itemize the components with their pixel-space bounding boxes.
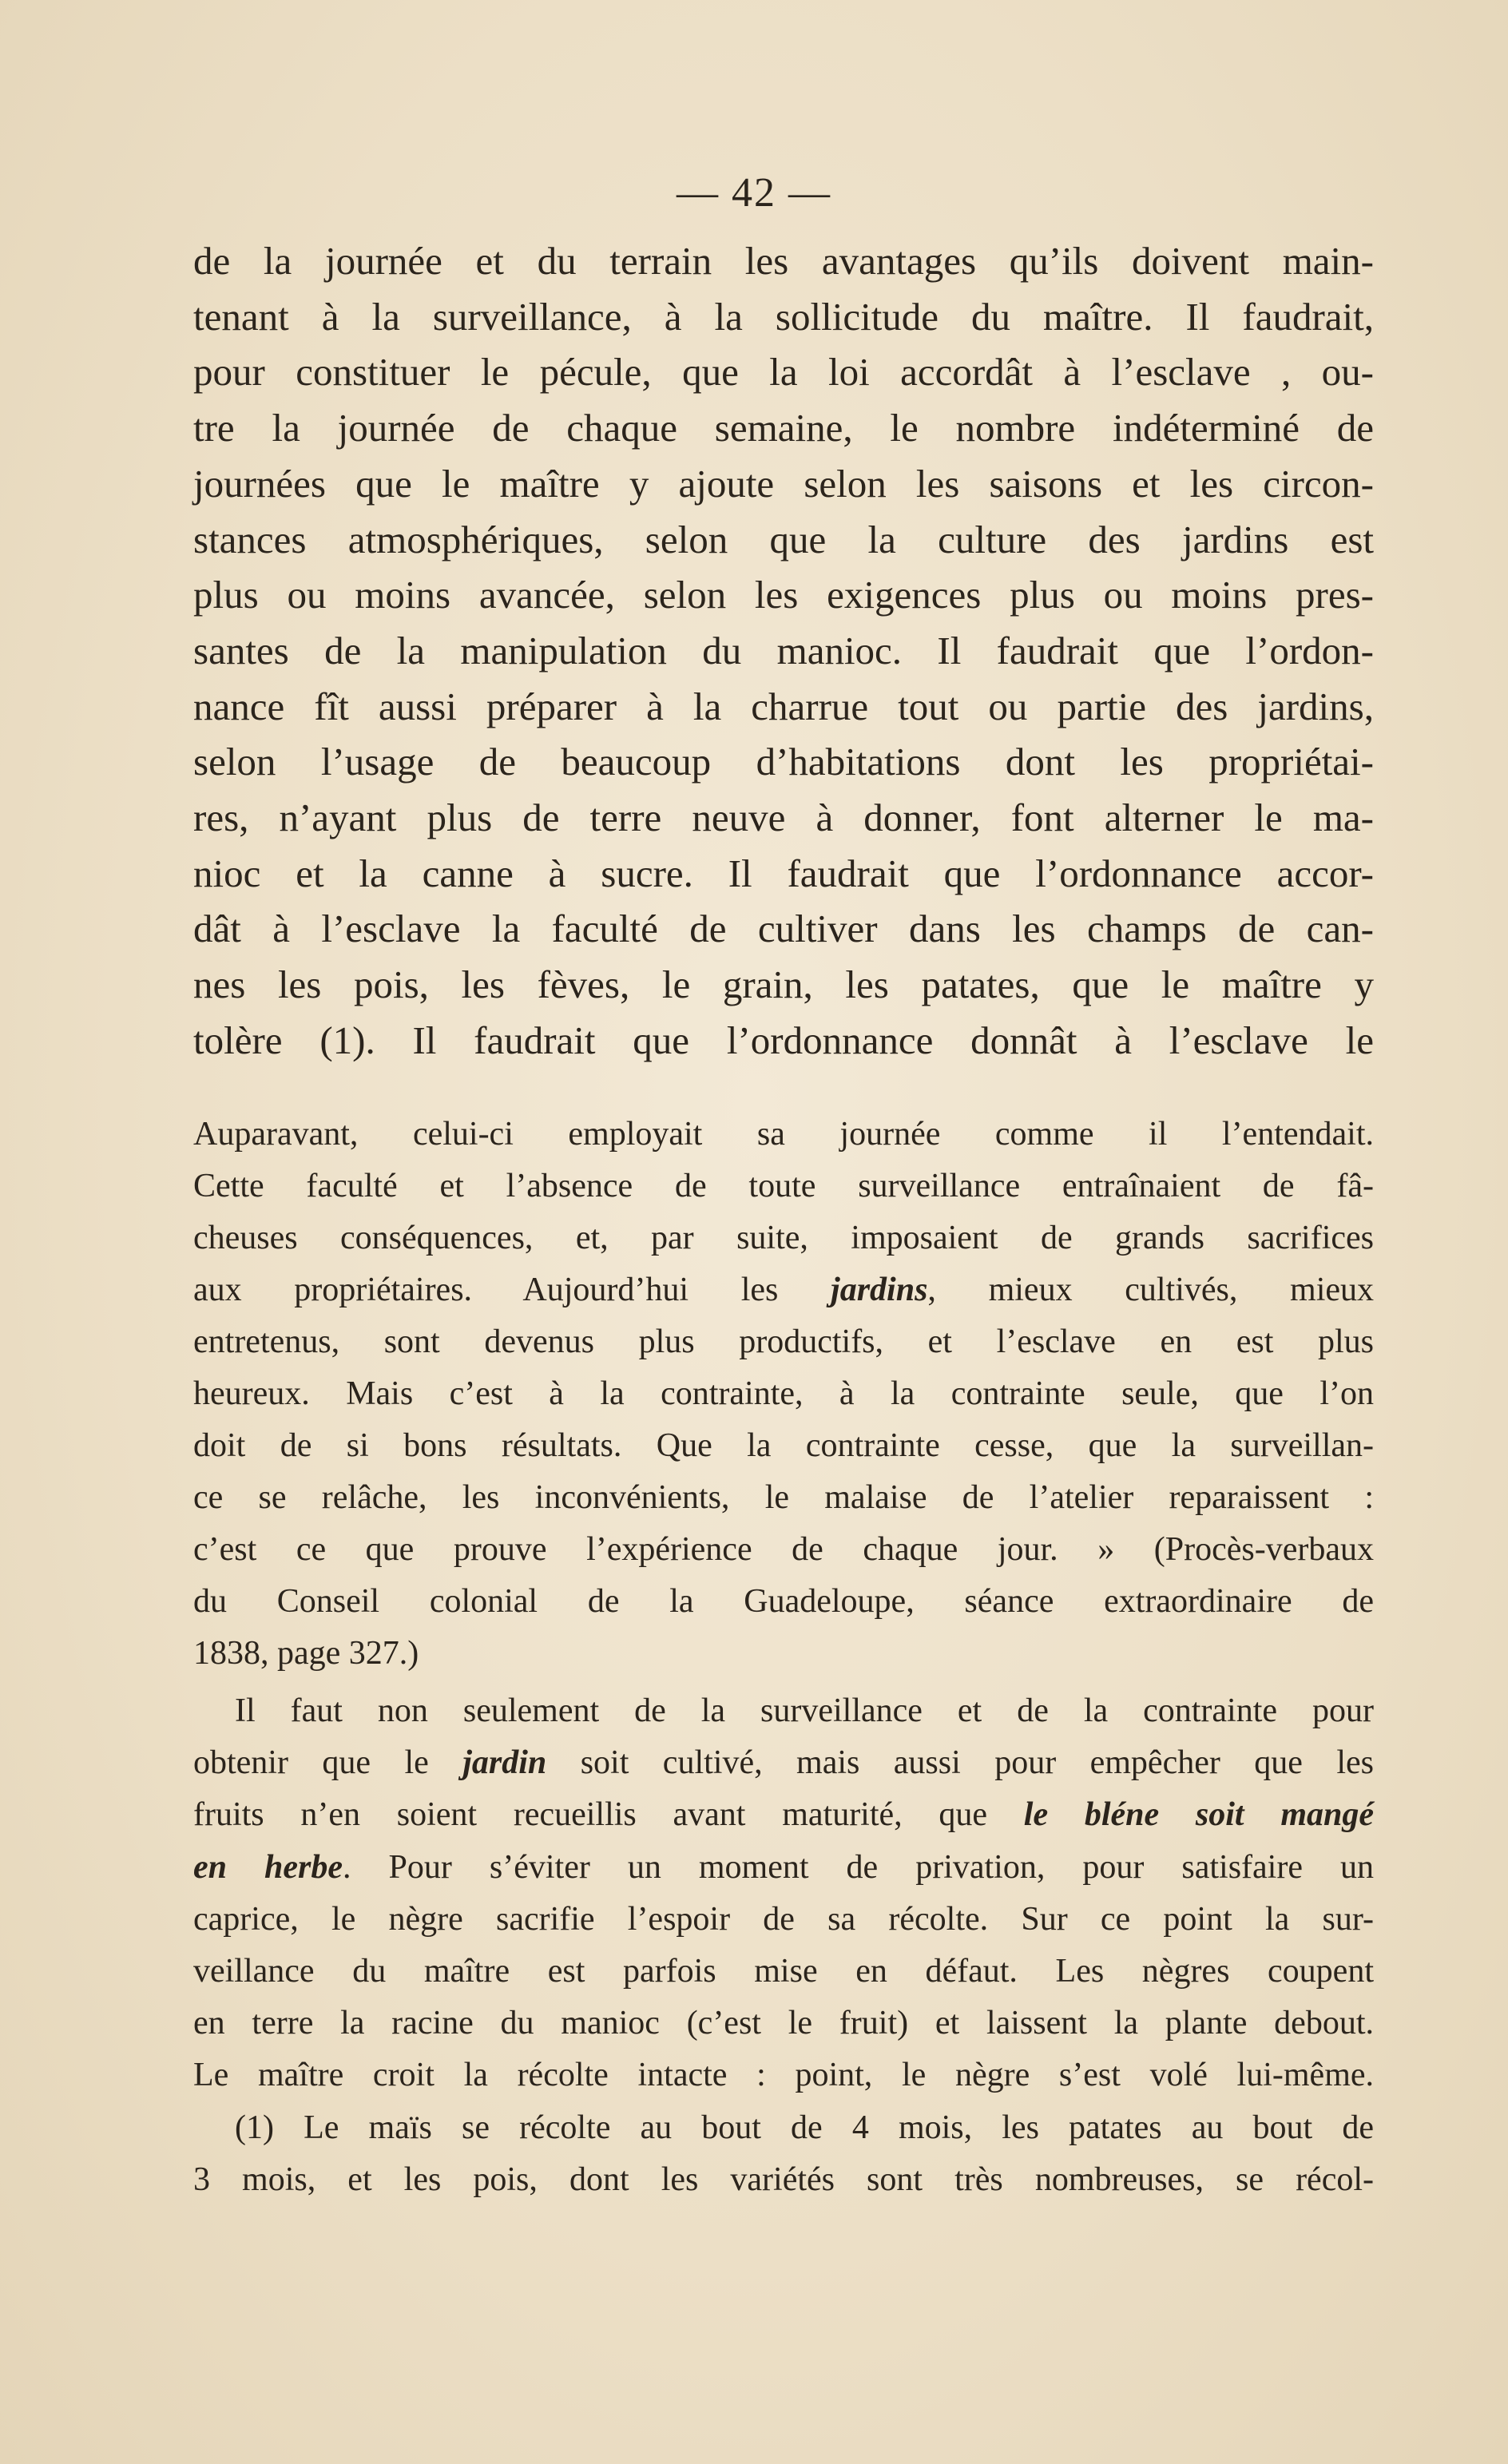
line-text: obtenir que le [193, 1744, 463, 1782]
second-paragraph [193, 1685, 1374, 2102]
text-line: nioc et la canne à sucre. Il faudrait que l’ordonnance accor- [193, 851, 1374, 895]
text-line: tenant à la surveillance, à la sollicitude du maître. Il faudrait, [193, 294, 1374, 339]
note-line [193, 1264, 1374, 1316]
note-line: Auparavant, celui-ci employait sa journée comme il l’entendait. [193, 1116, 1374, 1153]
footnote-line: 3 mois, et les pois, dont les variétés sont très nombreuses, se récol- [193, 2161, 1374, 2198]
text-line: caprice, le nègre sacrifie l’espoir de sa récolte. Sur ce point la sur- [193, 1900, 1374, 1938]
text-line: nes les pois, les fèves, le grain, les patates, que le maître y [193, 962, 1374, 1007]
text-line: veillance du maître est parfois mise en défaut. Les nègres coupent [193, 1953, 1374, 1990]
text-line: tre la journée de chaque semaine, le nombre indéterminé de [193, 406, 1374, 450]
text-line: dât à l’esclave la faculté de cultiver dans les champs de can- [193, 907, 1374, 951]
text-line: res, n’ayant plus de terre neuve à donner, font alterner le ma- [193, 796, 1374, 840]
italic-term: jardin [462, 1744, 547, 1782]
note-line: entretenus, sont devenus plus productifs, et l’esclave en est plus [193, 1323, 1374, 1360]
note-line: ce se relâche, les inconvénients, le malaise de l’atelier reparaissent : [193, 1479, 1374, 1516]
note-line: Cette faculté et l’absence de toute surveillance entraînaient de fâ- [193, 1168, 1374, 1204]
line-text: soit cultivé, mais aussi pour empêcher que les [546, 1744, 1374, 1782]
footnote-line: (1) Le maïs se récolte au bout de 4 mois, les patates au bout de [235, 2109, 1374, 2146]
text-line: de la journée et du terrain les avantages qu’ils doivent main- [193, 239, 1374, 283]
text-line: santes de la manipulation du manioc. Il faudrait que l’ordon- [193, 628, 1374, 673]
note-line: heureux. Mais c’est à la contrainte, à la contrainte seule, que l’on [193, 1375, 1374, 1412]
note-line: 1838, page 327.) [193, 1635, 419, 1672]
text-line [193, 1842, 1374, 1894]
text-line: selon l’usage de beaucoup d’habitations dont les propriétai- [193, 740, 1374, 784]
footnote [193, 2102, 1374, 2206]
note-line: du Conseil colonial de la Guadeloupe, séance extraordinaire de [193, 1583, 1374, 1620]
note-line: cheuses conséquences, et, par suite, imposaient de grands sacrifices [193, 1220, 1374, 1256]
text-line [193, 1789, 1374, 1841]
italic-phrase: en herbe [193, 1848, 343, 1886]
text-line: Le maître croit la récolte intacte : point, le nègre s’est volé lui-même. [193, 2057, 1374, 2094]
line-text: fruits n’en soient recueillis avant maturité, que [193, 1796, 1024, 1834]
note-line: c’est ce que prouve l’expérience de chaque jour. » (Procès-verbaux [193, 1531, 1374, 1568]
text-line: pour constituer le pécule, que la loi accordât à l’esclave , ou- [193, 350, 1374, 395]
page-number: — 42 — [677, 170, 831, 216]
text-line: tolère (1). Il faudrait que l’ordonnance donnât à l’esclave le [193, 1018, 1374, 1062]
note-text: , mieux cultivés, mieux [927, 1272, 1375, 1308]
text-line: en terre la racine du manioc (c’est le fruit) et laissent la plante debout. [193, 2005, 1374, 2042]
note-line: doit de si bons résultats. Que la contrainte cesse, que la surveillan- [193, 1427, 1374, 1464]
text-line: stances atmosphériques, selon que la culture des jardins est [193, 517, 1374, 561]
text-line: journées que le maître y ajoute selon les saisons et les circon- [193, 461, 1374, 506]
italic-term: jardins [831, 1272, 928, 1308]
line-text: . Pour s’éviter un moment de privation, pour satisfaire un [343, 1848, 1374, 1886]
italic-phrase: le bléne soit mangé [1023, 1796, 1375, 1834]
text-line: Il faut non seulement de la surveillance et de la contrainte pour [235, 1692, 1374, 1729]
note-text: aux propriétaires. Aujourd’hui les [193, 1272, 831, 1308]
text-line: plus ou moins avancée, selon les exigences plus ou moins pres- [193, 573, 1374, 617]
text-line [193, 1737, 1374, 1789]
text-line: nance fît aussi préparer à la charrue tout ou partie des jardins, [193, 684, 1374, 728]
quoted-note [193, 1109, 1374, 1680]
main-paragraph [193, 233, 1374, 1069]
